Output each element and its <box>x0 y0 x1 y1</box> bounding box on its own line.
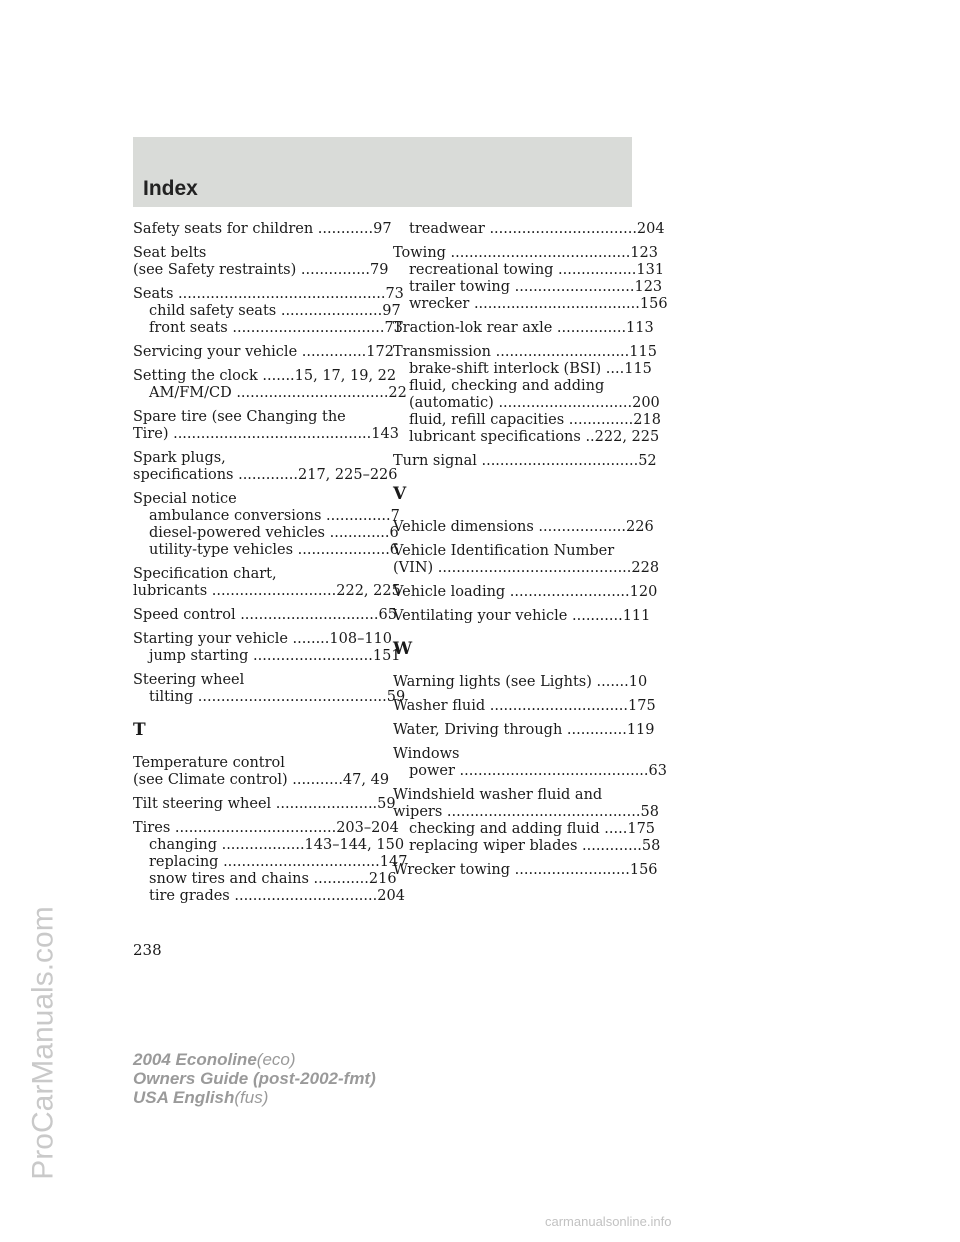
index-entry <box>133 672 406 706</box>
index-term: wipers ..........................................58 <box>393 804 659 820</box>
footer-line <box>133 1050 376 1069</box>
index-column-left <box>133 221 408 912</box>
index-subterm: treadwear ................................204 <box>409 221 665 237</box>
index-subterm: AM/FM/CD .................................22 <box>149 385 407 401</box>
index-subterm: (automatic) .............................200 <box>409 395 660 411</box>
index-term: Spare tire (see Changing the <box>133 409 346 425</box>
index-subterm: changing ..................143–144, 150 <box>149 837 405 853</box>
footer-guide: Owners Guide (post-2002-fmt) <box>133 1069 376 1088</box>
index-term: Servicing your vehicle ..............172 <box>133 344 394 360</box>
footer-line <box>133 1069 376 1088</box>
index-subterm: replacing wiper blades .............58 <box>409 838 661 854</box>
index-entry <box>393 453 657 470</box>
index-entry <box>393 862 658 879</box>
index-term: Safety seats for children ............97 <box>133 221 392 237</box>
index-term: Vehicle dimensions ...................226 <box>393 519 654 535</box>
index-entry <box>393 608 651 625</box>
index-term: Seats .............................................73 <box>133 286 404 302</box>
index-subterm: tilting .........................................59 <box>149 689 406 705</box>
footer-model: 2004 Econoline <box>133 1050 257 1069</box>
section-letter: V <box>393 484 407 504</box>
index-term: Steering wheel <box>133 672 245 688</box>
index-subterm: utility-type vehicles ....................6 <box>149 542 400 558</box>
index-term: Tire) ...........................................143 <box>133 426 399 442</box>
index-term: (see Climate control) ...........47, 49 <box>133 772 390 788</box>
index-subterm: ambulance conversions ..............7 <box>149 508 400 524</box>
index-entry <box>393 698 656 715</box>
index-term: Speed control ..............................65 <box>133 607 397 623</box>
index-term: Starting your vehicle ........108–110 <box>133 631 393 647</box>
index-subterm: child safety seats ......................97 <box>149 303 401 319</box>
index-entry <box>133 607 397 624</box>
index-term: Transmission .............................115 <box>393 344 657 360</box>
index-subterm: lubricant specifications ..222, 225 <box>409 429 660 445</box>
index-subterm: recreational towing .................131 <box>409 262 665 278</box>
index-term: Water, Driving through .............119 <box>393 722 655 738</box>
index-block <box>133 755 408 905</box>
index-term: Wrecker towing .........................156 <box>393 862 658 878</box>
watermark <box>22 540 66 1230</box>
header-band <box>133 137 632 207</box>
index-term: Windows <box>393 746 460 762</box>
index-entry <box>133 491 400 559</box>
index-block <box>393 519 660 625</box>
index-subterm: jump starting ..........................151 <box>149 648 401 664</box>
index-subterm: fluid, refill capacities ..............218 <box>409 412 661 428</box>
index-subterm: front seats .................................73 <box>149 320 403 336</box>
section-letter: W <box>393 639 413 659</box>
index-term: Tires ...................................203–204 <box>133 820 399 836</box>
index-term: Vehicle Identification Number <box>393 543 615 559</box>
index-term: (VIN) ..........................................228 <box>393 560 660 576</box>
index-subterm: tire grades ...............................204 <box>149 888 405 904</box>
index-entry <box>393 674 648 691</box>
index-term: Warning lights (see Lights) .......10 <box>393 674 648 690</box>
index-term: Ventilating your vehicle ...........111 <box>393 608 651 624</box>
index-entry <box>133 344 394 361</box>
index-subterm: diesel-powered vehicles .............6 <box>149 525 399 541</box>
index-entry <box>133 286 404 337</box>
index-term: Seat belts <box>133 245 207 261</box>
index-entry <box>133 820 408 905</box>
index-entry <box>133 368 407 402</box>
index-entry <box>133 450 398 484</box>
index-entry <box>393 584 658 601</box>
index-term: Special notice <box>133 491 237 507</box>
index-term: Specification chart, <box>133 566 277 582</box>
index-entry <box>133 221 392 238</box>
index-entry <box>133 245 389 279</box>
index-entry <box>393 746 667 780</box>
index-entry <box>393 519 654 536</box>
footer-line <box>133 1088 376 1107</box>
index-subterm: power .........................................63 <box>409 763 667 779</box>
index-term: Spark plugs, <box>133 450 226 466</box>
index-subterm: replacing ..................................147 <box>149 854 408 870</box>
index-entry <box>133 566 401 600</box>
index-term: Tilt steering wheel ......................59 <box>133 796 396 812</box>
index-subterm: fluid, checking and adding <box>409 378 605 394</box>
index-block <box>393 221 668 470</box>
document-footer <box>133 1050 376 1107</box>
index-term: specifications .............217, 225–226 <box>133 467 398 483</box>
index-column-right <box>393 221 668 886</box>
index-term: (see Safety restraints) ...............79 <box>133 262 389 278</box>
footer-language: USA English <box>133 1088 235 1107</box>
index-entry <box>393 245 668 313</box>
page-number: 238 <box>133 941 162 959</box>
index-block <box>133 221 407 706</box>
index-subterm: wrecker ....................................156 <box>409 296 668 312</box>
index-entry <box>393 543 660 577</box>
index-entry <box>133 755 390 789</box>
index-entry <box>133 631 401 665</box>
index-term: Traction-lok rear axle ...............113 <box>393 320 654 336</box>
index-term: Washer fluid ..............................175 <box>393 698 656 714</box>
index-entry <box>393 221 665 238</box>
site-watermark: carmanualsonline.info <box>545 1214 672 1229</box>
index-term: Windshield washer fluid and <box>393 787 603 803</box>
index-block <box>393 674 667 879</box>
index-term: lubricants ...........................222, 225 <box>133 583 401 599</box>
index-entry <box>393 344 661 446</box>
index-entry <box>393 722 655 739</box>
index-entry <box>133 796 396 813</box>
section-letter: T <box>133 720 146 740</box>
index-entry <box>393 787 661 855</box>
page-title: Index <box>143 177 198 200</box>
index-term: Setting the clock .......15, 17, 19, 22 <box>133 368 397 384</box>
index-subterm: snow tires and chains ............216 <box>149 871 397 887</box>
index-subterm: trailer towing ..........................123 <box>409 279 663 295</box>
index-entry <box>393 320 654 337</box>
index-term: Temperature control <box>133 755 285 771</box>
index-term: Vehicle loading ..........................120 <box>393 584 658 600</box>
index-subterm: checking and adding fluid .....175 <box>409 821 656 837</box>
index-term: Towing .......................................123 <box>393 245 658 261</box>
watermark-text: ProCarManuals.com <box>27 906 60 1180</box>
index-term: Turn signal ..................................52 <box>393 453 657 469</box>
index-subterm: brake-shift interlock (BSI) ....115 <box>409 361 652 377</box>
footer-model-code: (eco) <box>256 1050 296 1069</box>
footer-language-code: (fus) <box>234 1088 269 1107</box>
index-entry <box>133 409 399 443</box>
